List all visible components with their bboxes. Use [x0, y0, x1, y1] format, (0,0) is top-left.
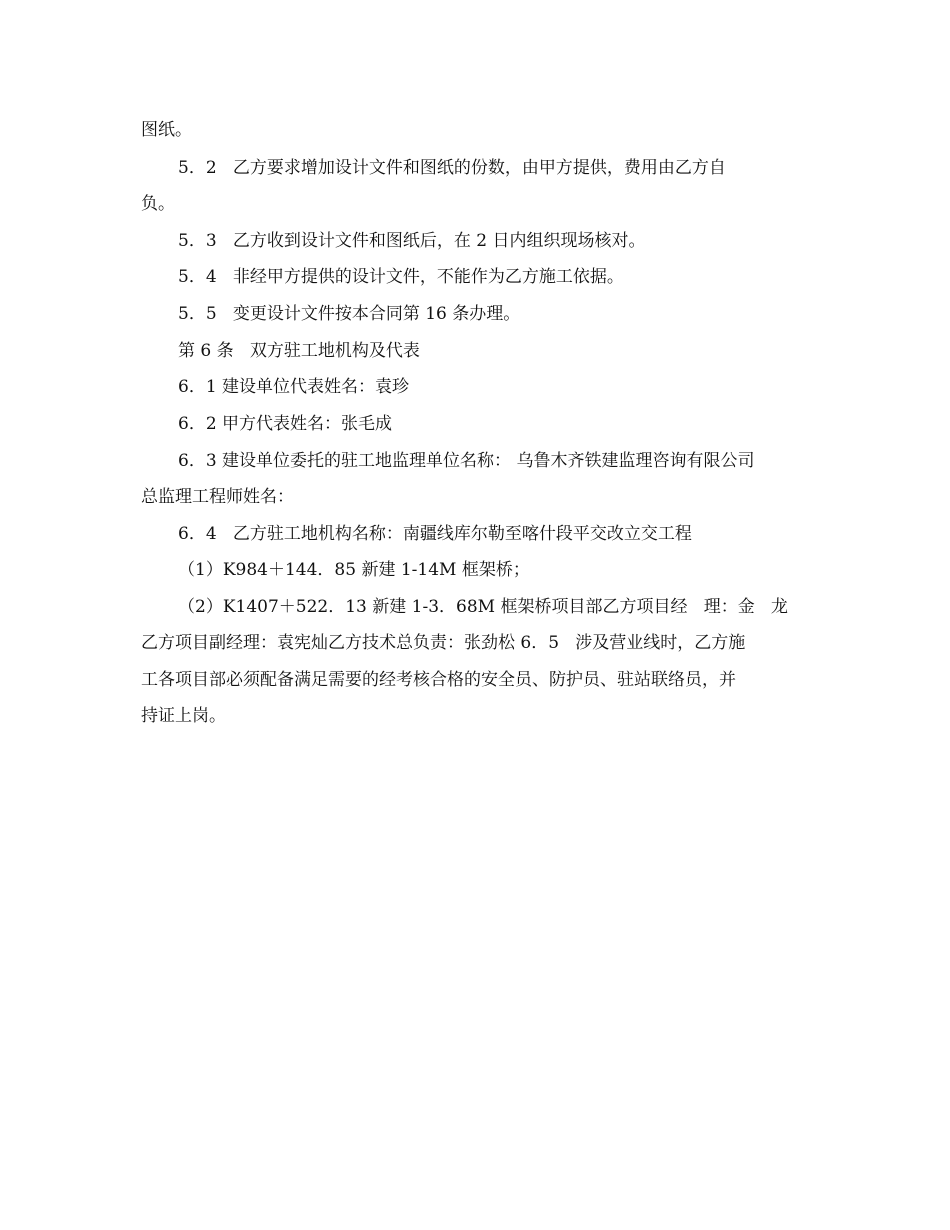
text-line: 5．2 乙方要求增加设计文件和图纸的份数，由甲方提供，费用由乙方自: [178, 158, 726, 178]
text-line: 负。: [141, 194, 175, 214]
text-line: 5．3 乙方收到设计文件和图纸后，在 2 日内组织现场核对。: [178, 231, 646, 251]
text-line: 6．4 乙方驻工地机构名称：南疆线库尔勒至喀什段平交改立交工程: [178, 524, 692, 544]
text-line: （1）K984＋144．85 新建 1-14M 框架桥；: [178, 560, 530, 580]
text-line: 图纸。: [141, 120, 192, 140]
text-line: 6．2 甲方代表姓名：张毛成: [178, 414, 393, 434]
text-line: 工各项目部必须配备满足需要的经考核合格的安全员、防护员、驻站联络员，并: [141, 670, 736, 690]
text-line: 6．1 建设单位代表姓名：袁珍: [178, 377, 410, 397]
text-line: （2）K1407＋522．13 新建 1-3．68M 框架桥项目部乙方项目经 理：金 龙: [178, 597, 788, 617]
text-line: 6．3 建设单位委托的驻工地监理单位名称： 乌鲁木齐铁建监理咨询有限公司: [178, 451, 755, 471]
text-line: 总监理工程师姓名：: [141, 487, 294, 507]
text-line: 5．5 变更设计文件按本合同第 16 条办理。: [178, 304, 521, 324]
section-heading: 第 6 条 双方驻工地机构及代表: [178, 341, 420, 361]
text-line: 乙方项目副经理：袁宪灿乙方技术总负责：张劲松 6．5 涉及营业线时，乙方施: [141, 633, 746, 653]
text-line: 5．4 非经甲方提供的设计文件，不能作为乙方施工依据。: [178, 267, 624, 287]
text-line: 持证上岗。: [141, 706, 226, 726]
